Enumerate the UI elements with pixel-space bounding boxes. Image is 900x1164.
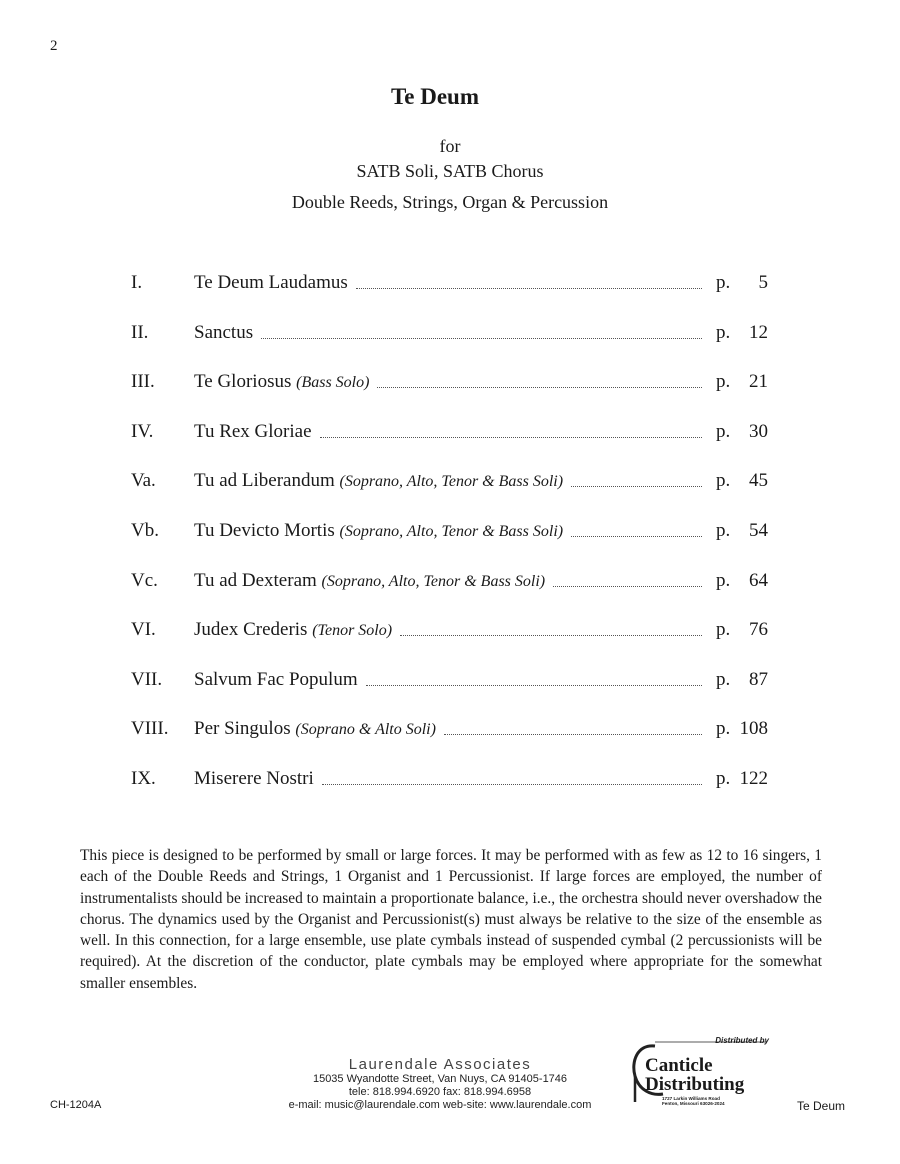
- distributor-address-line1: 1727 Larkin Williams Road: [662, 1096, 720, 1101]
- toc-entry-title: [194, 619, 392, 641]
- publisher-phone-fax: tele: 818.994.6920 fax: 818.994.6958: [348, 1086, 532, 1098]
- toc-page-value: 64: [749, 569, 768, 591]
- toc-entry-number: Va.: [131, 470, 156, 492]
- distributor-logo: [625, 1036, 775, 1108]
- toc-entry-soloists: (Soprano, Alto, Tenor & Bass Soli): [339, 522, 564, 540]
- toc-entry-title-text: Per Singulos: [194, 718, 291, 740]
- toc-entry-soloists: (Soprano, Alto, Tenor & Bass Soli): [339, 473, 564, 491]
- toc-entry-number: IV.: [131, 420, 154, 442]
- distributor-address: [662, 1096, 725, 1106]
- toc-page-prefix: p.: [716, 619, 731, 641]
- toc-entry: [0, 365, 900, 415]
- toc-page-value: 5: [758, 272, 768, 293]
- toc-entry-title: [194, 718, 436, 740]
- toc-leader-dots: [356, 288, 702, 289]
- toc-entry-title-text: Tu Devicto Mortis: [194, 519, 335, 541]
- toc-entry: [0, 464, 900, 514]
- subtitle-voices: SATB Soli, SATB Chorus: [356, 161, 544, 181]
- toc-entry: [0, 564, 900, 614]
- toc-page-prefix: p.: [716, 519, 731, 541]
- toc-entry-number: Vc.: [131, 569, 158, 591]
- toc-entry-title-text: Salvum Fac Populum: [194, 668, 358, 690]
- toc-entry: [0, 415, 900, 465]
- toc-leader-dots: [322, 784, 702, 785]
- publisher-block: [230, 1056, 650, 1112]
- toc-entry-soloists: (Soprano, Alto, Tenor & Bass Soli): [321, 572, 546, 590]
- toc-page-prefix: p.: [716, 321, 731, 343]
- toc-entry: [0, 712, 900, 762]
- toc-entry-title-text: Judex Crederis: [194, 619, 308, 641]
- toc-leader-dots: [320, 437, 702, 438]
- toc-entry: [0, 514, 900, 564]
- toc-entry-title-text: Sanctus: [194, 321, 254, 343]
- toc-leader-dots: [571, 536, 702, 537]
- catalog-code: CH-1204A: [50, 1099, 102, 1111]
- toc-entry-title-text: Miserere Nostri: [194, 767, 314, 789]
- toc-entry-number: IX.: [131, 767, 156, 789]
- toc-entry: [0, 316, 900, 366]
- performance-note: This piece is designed to be performed by small or large forces. It may be performed with as few as 12 to 16 singers, 1 each of the Double Reeds and Strings, 1 Organist and 1 Percussionist. If large forces are employed, the number of instrumentalists should be increased to maintain a proportionate balance, i.e., the orchestra should never overshadow the chorus. The dynamics used by the Organist and Percussionist(s) must always be relative to the size of the ensemble as well. In this connection, for a large ensemble, use plate cymbals instead of suspended cymbal (2 percussionists will be required). At the discretion of the conductor, plate cymbals may be employed where appropriate for the somewhat smaller ensembles.: [80, 847, 822, 992]
- distributor-name-line2: Distributing: [645, 1074, 745, 1095]
- publisher-name: Laurendale Associates: [348, 1056, 532, 1073]
- page-number: 2: [50, 38, 58, 54]
- toc-page-value: 54: [749, 519, 768, 541]
- toc-entry-soloists: (Tenor Solo): [312, 622, 393, 640]
- toc-page-value: 87: [749, 668, 768, 690]
- toc-entry-title-text: Tu Rex Gloriae: [194, 420, 312, 442]
- toc-page-prefix: p.: [716, 420, 731, 442]
- toc-entry-title: [194, 768, 314, 790]
- toc-entry: [0, 613, 900, 663]
- toc-leader-dots: [571, 486, 702, 487]
- toc-entry-title: [194, 322, 253, 344]
- toc-entry-number: I.: [131, 272, 143, 293]
- toc-leader-dots: [366, 685, 702, 686]
- toc-leader-dots: [400, 635, 702, 636]
- toc-entry: [0, 266, 900, 316]
- toc-entry-title: [194, 669, 358, 691]
- distributor-name: [645, 1056, 744, 1094]
- toc-entry-number: II.: [131, 321, 149, 343]
- toc-page-prefix: p.: [716, 371, 731, 393]
- toc-entry-title: [194, 272, 348, 294]
- page-title: Te Deum: [391, 84, 479, 109]
- distributed-by-label: Distributed by: [715, 1036, 769, 1045]
- toc-entry-title: [194, 520, 563, 542]
- toc-page-prefix: p.: [716, 272, 731, 293]
- toc-page-prefix: p.: [716, 569, 731, 591]
- toc-leader-dots: [261, 338, 702, 339]
- toc-entry-title: [194, 421, 312, 443]
- toc-entry-number: III.: [131, 371, 155, 393]
- toc-entry-soloists: (Soprano & Alto Soli): [295, 721, 436, 739]
- toc-page-value: 108: [739, 718, 768, 740]
- toc-page-prefix: p.: [716, 470, 731, 492]
- toc-entry-title: [194, 371, 369, 393]
- toc-page-value: 76: [749, 619, 768, 641]
- footer-right-label: Te Deum: [797, 1099, 846, 1113]
- distributor-name-line1: Canticle: [645, 1055, 713, 1076]
- toc-leader-dots: [444, 734, 702, 735]
- publisher-contact: e-mail: music@laurendale.com web-site: www.laurendale.com: [288, 1099, 592, 1111]
- toc-page-value: 45: [749, 470, 768, 492]
- toc-entry-title: [194, 570, 545, 592]
- toc-page-prefix: p.: [716, 718, 731, 740]
- toc-entry: [0, 762, 900, 812]
- toc-page-value: 21: [749, 371, 768, 393]
- toc-entry: [0, 663, 900, 713]
- toc-entry-title-text: Te Deum Laudamus: [194, 272, 348, 293]
- toc-entry-title: [194, 470, 563, 492]
- toc-entry-title-text: Te Gloriosus: [194, 371, 292, 393]
- subtitle-instrumentation: Double Reeds, Strings, Organ & Percussion: [291, 192, 609, 212]
- toc-page-value: 122: [739, 767, 768, 789]
- toc-entry-number: Vb.: [131, 519, 159, 541]
- toc-entry-number: VII.: [131, 668, 163, 690]
- toc-entry-number: VIII.: [131, 718, 169, 740]
- table-of-contents: [0, 266, 900, 812]
- toc-entry-soloists: (Bass Solo): [296, 374, 370, 392]
- toc-leader-dots: [377, 387, 702, 388]
- toc-leader-dots: [553, 586, 702, 587]
- subtitle-for: for: [439, 136, 461, 156]
- toc-page-value: 12: [749, 321, 768, 343]
- toc-entry-title-text: Tu ad Liberandum: [194, 470, 335, 492]
- toc-page-prefix: p.: [716, 767, 731, 789]
- toc-page-value: 30: [749, 420, 768, 442]
- distributor-address-line2: Fenton, Missouri 63026-2024: [662, 1101, 725, 1107]
- toc-page-prefix: p.: [716, 668, 731, 690]
- publisher-address: 15035 Wyandotte Street, Van Nuys, CA 91405-1746: [312, 1073, 568, 1085]
- toc-entry-number: VI.: [131, 619, 156, 641]
- toc-entry-title-text: Tu ad Dexteram: [194, 569, 317, 591]
